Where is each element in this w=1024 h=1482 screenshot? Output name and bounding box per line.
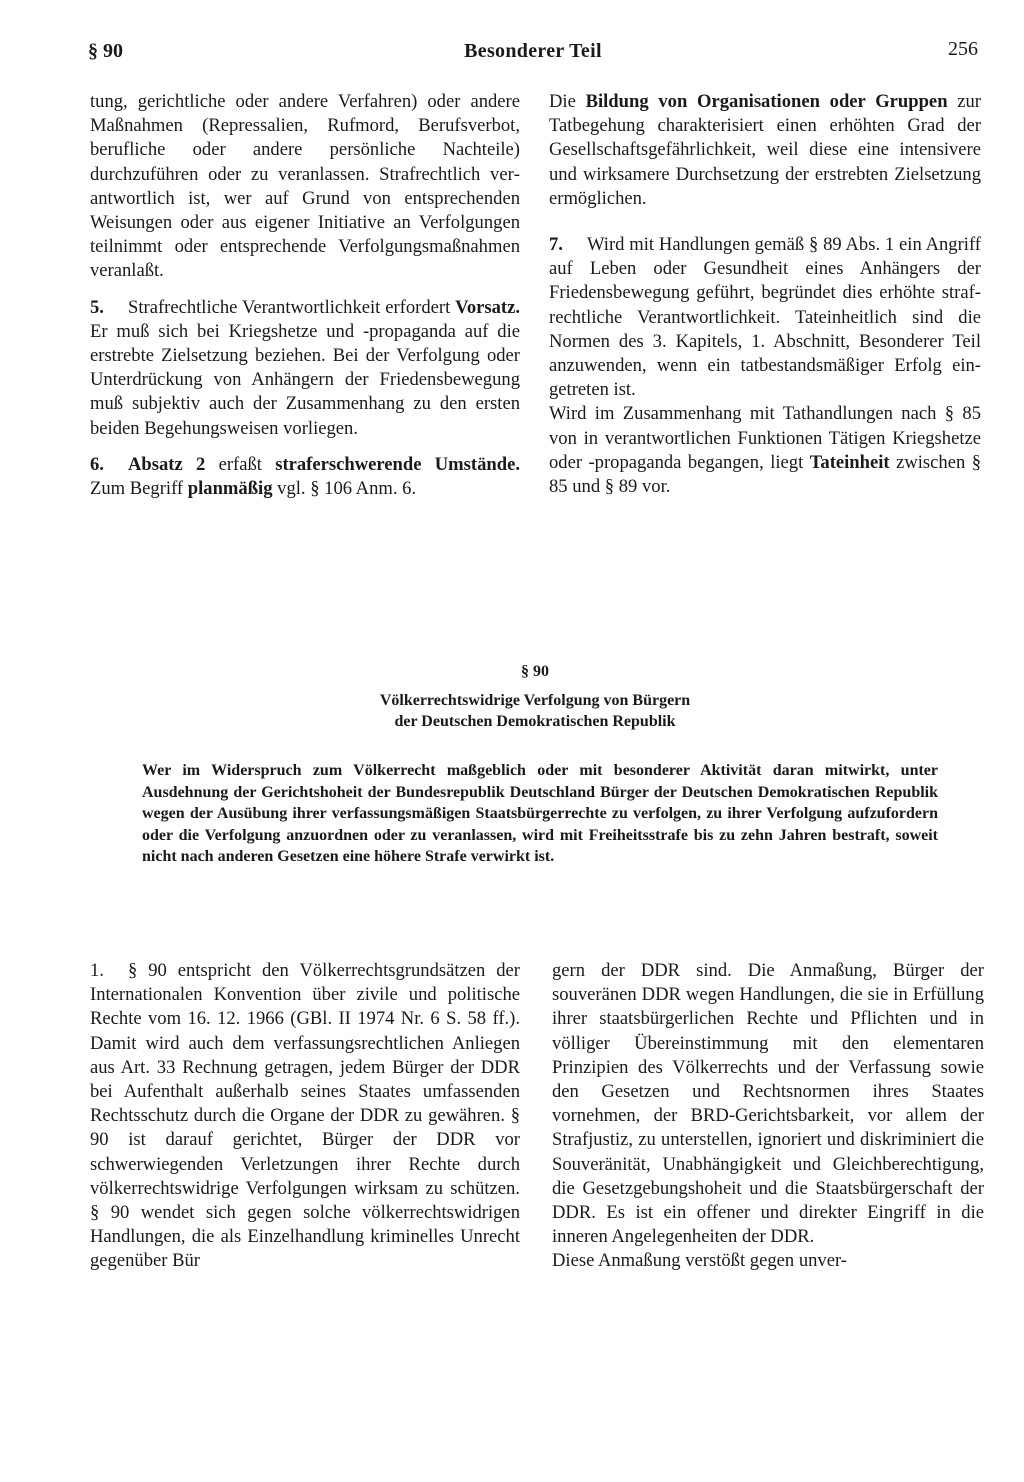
header-title: Besonderer Teil	[464, 40, 602, 62]
paragraph-organisations	[549, 90, 981, 211]
paragraph-org-text-b: zur Tatbegehung charakterisiert einen erhöhten Grad der Gesellschaftsgefährlichkeit, weil diese eine intensivere und wirksamere Durchsetzung der erstrebten Zielsetzung ermöglichen.	[549, 91, 981, 209]
paragraph-6-text-b: Zum Begriff	[90, 478, 188, 500]
paragraph-7	[549, 233, 981, 402]
paragraph-tateinheit-text-a: Wird im Zusammenhang mit Tathandlungen nach § 85 von in verantwortlichen Funktionen Tätigen Kriegshetze oder -propaganda begangen, liegt	[549, 403, 981, 473]
paragraph-5-text-b: Er muß sich bei Kriegshetze und -propaganda auf die erstrebte Zielsetzung beziehen. Bei der Verfolgung oder Unterdrückung von Anhängern der Friedensbewegung muß subjektiv auch der Zusammenhang zu den ersten beiden Begehungsweisen vorliegen.	[90, 320, 520, 439]
page-number: 256	[948, 38, 978, 60]
statute-text: Wer im Widerspruch zum Völkerrecht maßgeblich oder mit besonderer Aktivität daran mitwirkt, unter Ausdehnung der Gerichtshoheit der Bundesrepublik Deutschland Bürger der Deutschen Demokratischen Republik wegen der Ausübung ihrer verfassungsmäßigen Staatsbürgerrechte zu verfolgen, zu ihrer Verfolgung aufzufordern oder die Verfolgung anzuordnen oder zu veranlassen, wird mit Freiheitsstrafe bis zu zehn Jahren bestraft, soweit nicht nach anderen Gesetzen eine höhere Strafe verwirkt ist.	[142, 762, 938, 866]
paragraph-7-number: 7.	[549, 234, 563, 256]
paragraph-tateinheit-text-b: zwischen § 85 und § 89 vor.	[549, 451, 981, 498]
bottom-right-column	[552, 959, 984, 1274]
paragraph-5-number: 5.	[90, 296, 104, 318]
section-title-line-2: der Deutschen Demokratischen Republik	[394, 713, 676, 730]
bottom-left-column	[90, 959, 520, 1274]
paragraph-6-emphasis-3: planmäßig	[187, 478, 273, 500]
commentary-continued: gern der DDR sind. Die Anmaßung, Bürger der souveränen DDR wegen Handlungen, die sie in Erfüllung ihrer staatsbürgerlichen Rechte und Pflichten und in völliger Übereinstimmung mit den elementaren Prinzipien des Völkerrechts und der Verfassung sowie den Gesetzen und Rechtsnormen ihres Staates vornehmen, der BRD-Gerichtsbarkeit, vor allem der Strafjustiz, zu unterstellen, ignoriert und diskriminiert die Souveränität, Unabhängigkeit und Gleichberechtigung, die Gesetzgebungshoheit und die Staatsbürgerschaft der DDR. Es ist ein offener und direkter Eingriff in die inneren Angelegenheiten der DDR.	[552, 960, 984, 1248]
section-title-line-1: Völkerrechtswidrige Verfolgung von Bürgern	[379, 692, 691, 709]
page-header	[88, 40, 978, 76]
paragraph-7-text: Wird mit Handlungen gemäß § 89 Abs. 1 ein Angriff auf Leben oder Gesundheit eines Anhängers der Friedensbewegung geführt, begründet dies erhöhte strafrechtliche Verantwortlichkeit. Tateinheitlich sind die Normen des 3. Kapitels, 1. Abschnitt, Besonderer Teil anzuwenden, wenn ein tatbestandsmäßiger Erfolg eingetreten ist.	[549, 234, 981, 401]
commentary-1	[90, 959, 520, 1274]
top-left-column	[90, 90, 520, 501]
paragraph-tateinheit-emphasis: Tateinheit	[809, 451, 890, 473]
commentary-1-text: § 90 entspricht den Völkerrechtsgrundsätzen der Internationalen Konvention über zivile und politische Rechte vom 16. 12. 1966 (GBl. II 1974 Nr. 6 S. 58 ff.). Damit wird auch dem verfassungsrechtlichen Anliegen aus Art. 33 Rechnung getragen, jedem Bürger der DDR bei Aufenthalt außerhalb seines Staates umfassenden Rechtsschutz durch die Organe der DDR zu gewähren. § 90 ist darauf gerichtet, Bürger der DDR vor schwerwiegenden Verletzungen ihrer Rechte durch völkerrechtswidrige Verfolgungen wirksam zu schützen. § 90 wendet sich gegen solche völkerrechtswidrigen Handlungen, die als Einzelhandlung kriminelles Unrecht gegenüber Bür	[90, 960, 520, 1272]
paragraph-tateinheit	[549, 402, 981, 499]
paragraph-5-text-a: Strafrechtliche Verantwortlichkeit erfordert	[128, 296, 456, 318]
paragraph-continued: tung, gerichtliche oder andere Verfahren) oder andere Maßnahmen (Repressalien, Rufmord, Berufsverbot, berufliche oder andere persönliche Nachteile) durchzuführen oder zu veranlassen. Strafrechtlich verantwortlich ist, wer auf Grund von entsprechenden Weisungen oder aus eigener Initiative an Verfolgungen teilnimmt oder entsprechende Verfolgungsmaßnahmen veranlaßt.	[90, 91, 520, 282]
paragraph-6-text-a: erfaßt	[205, 453, 276, 475]
section-title	[90, 690, 980, 732]
paragraph-6-emphasis-2: straferschwerende Umstände.	[275, 453, 520, 475]
paragraph-org-emphasis: Bildung von Organisationen oder Gruppen	[585, 91, 948, 112]
paragraph-5-emphasis: Vorsatz.	[455, 296, 520, 318]
commentary-1-number: 1.	[90, 960, 104, 981]
paragraph-6	[90, 453, 520, 501]
paragraph-6-number: 6.	[90, 453, 104, 475]
header-section-number: § 90	[88, 40, 123, 62]
commentary-next: Diese Anmaßung verstößt gegen unver-	[552, 1250, 847, 1272]
paragraph-6-text-c: vgl. § 106 Anm. 6.	[272, 478, 417, 500]
paragraph-5	[90, 296, 520, 441]
top-right-column	[549, 90, 981, 499]
paragraph-6-emphasis-1: Absatz 2	[128, 453, 206, 475]
section-number: § 90	[521, 663, 549, 680]
paragraph-org-text-a: Die	[549, 91, 586, 112]
